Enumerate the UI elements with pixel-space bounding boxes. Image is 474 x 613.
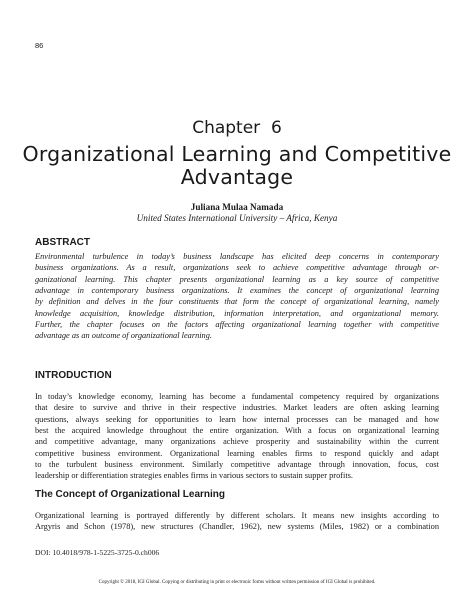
author-affiliation: United States International University – Africa, Kenya [136, 213, 338, 223]
introduction-line: competitive business environment. Organizational learning enables firms to respond quickly and adapt [35, 448, 439, 458]
abstract-line: by definition and delves in the four constituents that form the concept of organizational learning, namely [35, 297, 439, 307]
introduction-line: and competitive advantage, many organizations achieve prosperity and sustainability within the current [35, 437, 439, 447]
chapter-title: Organizational Learning and Competitive Advantage [22, 142, 452, 189]
concept-body [35, 510, 439, 533]
page-number: 86 [35, 41, 44, 50]
introduction-line: questions, always seeking for opportunities to learn how internal processes can be managed and how [35, 414, 439, 424]
introduction-body [35, 391, 439, 482]
abstract-body [35, 251, 439, 342]
introduction-line: best the acquired knowledge throughout the entire organization. With a focus on organizational learning [35, 426, 439, 436]
abstract-line: advantage as an outcome of organizational learning. [35, 331, 212, 341]
abstract-line: Environmental turbulence in today’s business landscape has elicited deep concerns in contemporary [35, 252, 439, 261]
abstract-line: ganizational learning. This chapter presents organizational learning as a key source of competitive [35, 274, 439, 284]
copyright-notice: Copyright © 2018, IGI Global. Copying or distributing in print or electronic forms without written permission of IGI Global is prohibited. [98, 580, 376, 585]
introduction-heading: INTRODUCTION [35, 370, 112, 381]
introduction-line: leadership or differentiation strategies enables firms in various sectors to sustain supper profits. [35, 471, 353, 481]
abstract-line: advantage in contemporary business organizations. It examines the concept of organizational learning [35, 286, 439, 296]
abstract-line: business organizations. As a result, organizations seek to achieve competitive advantage through or- [35, 263, 439, 273]
author-name: Juliana Mulaa Namada [190, 202, 284, 212]
abstract-heading: ABSTRACT [35, 237, 90, 248]
concept-line: Argyris and Schon (1978), new structures (Chandler, 1962), new systems (Miles, 1982) or a combination [35, 522, 439, 532]
abstract-line: knowledge acquisition, knowledge distribution, information interpretation, and organizational memory. [35, 308, 439, 318]
introduction-line: to the turbulent business environment. Similarly competitive advantage through innovation, focus, cost [35, 460, 439, 470]
chapter-label: Chapter 6 [192, 118, 282, 138]
concept-line: Organizational learning is portrayed differently by different scholars. It means new insights according to [35, 511, 439, 520]
concept-heading: The Concept of Organizational Learning [35, 489, 226, 500]
introduction-line: In today’s knowledge economy, learning has become a fundamental competency required by organizations [35, 392, 439, 401]
introduction-line: that desire to survive and thrive in their respective industries. Market leaders are often asking learning [35, 403, 439, 413]
doi-reference: DOI: 10.4018/978-1-5225-3725-0.ch006 [35, 548, 160, 557]
abstract-line: Further, the chapter focuses on the factors affecting organizational learning together with competitive [35, 320, 439, 330]
